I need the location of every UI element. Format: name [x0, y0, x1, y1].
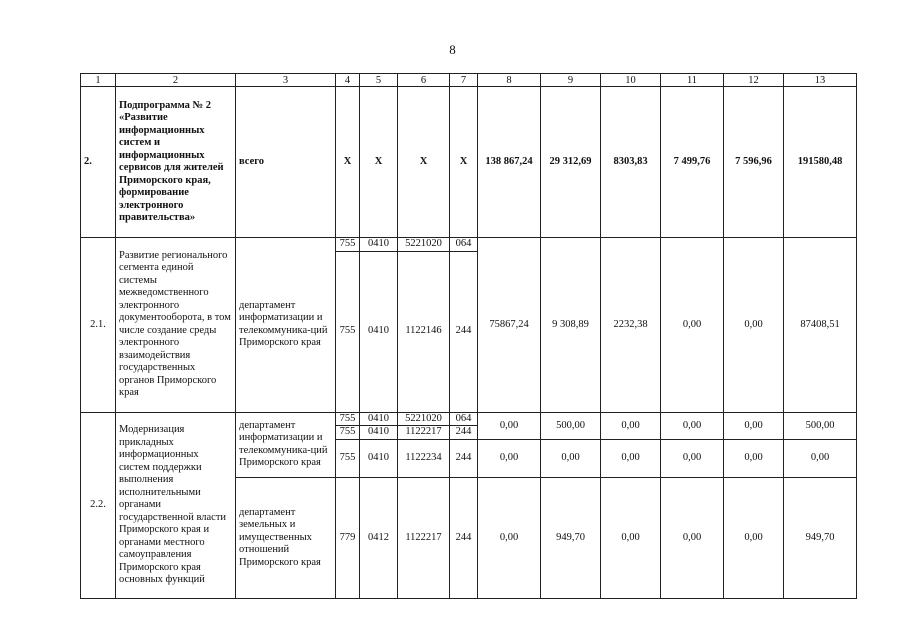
code-cell: 755: [336, 426, 360, 440]
value-cell: 0,00: [661, 238, 724, 413]
value-cell: 75867,24: [478, 238, 541, 413]
value-cell: 0,00: [661, 412, 724, 439]
value-cell: 191580,48: [784, 87, 857, 238]
code-cell: Х: [360, 87, 398, 238]
budget-table: [80, 73, 857, 599]
code-cell: 5221020: [398, 238, 450, 252]
header-cell: 13: [784, 74, 857, 87]
code-cell: 0410: [360, 251, 398, 412]
code-cell: 244: [450, 426, 478, 440]
table-row: [81, 412, 857, 426]
value-cell: 2232,38: [601, 238, 661, 413]
row-title: Развитие регионального сегмента единой системы межведомственного электронного документооборота, в том числе создание среды электронного взаимодействия государственных органов Приморского края: [116, 238, 236, 413]
table-row: [81, 87, 857, 238]
code-cell: 755: [336, 251, 360, 412]
executor: департамент информатизации и телекоммуника-ций Приморского края: [236, 238, 336, 413]
value-cell: 0,00: [601, 478, 661, 599]
code-cell: 5221020: [398, 412, 450, 426]
value-cell: 138 867,24: [478, 87, 541, 238]
header-cell: 3: [236, 74, 336, 87]
header-row: [81, 74, 857, 87]
code-cell: Х: [450, 87, 478, 238]
code-cell: 0410: [360, 439, 398, 477]
value-cell: 7 596,96: [724, 87, 784, 238]
value-cell: 0,00: [601, 412, 661, 439]
code-cell: 064: [450, 412, 478, 426]
code-cell: 244: [450, 478, 478, 599]
value-cell: 9 308,89: [541, 238, 601, 413]
value-cell: 0,00: [724, 238, 784, 413]
value-cell: 0,00: [478, 478, 541, 599]
code-cell: 1122146: [398, 251, 450, 412]
executor: департамент информатизации и телекоммуника-ций Приморского края: [236, 412, 336, 477]
code-cell: 064: [450, 238, 478, 252]
row-number: 2.2.: [81, 412, 116, 598]
value-cell: 0,00: [724, 478, 784, 599]
header-cell: 7: [450, 74, 478, 87]
code-cell: 0410: [360, 412, 398, 426]
header-cell: 6: [398, 74, 450, 87]
table-row: [81, 238, 857, 252]
value-cell: 0,00: [784, 439, 857, 477]
value-cell: 500,00: [541, 412, 601, 439]
header-cell: 12: [724, 74, 784, 87]
executor: всего: [236, 87, 336, 238]
value-cell: 500,00: [784, 412, 857, 439]
page-number: 8: [449, 42, 456, 57]
row-title: Подпрограмма № 2 «Развитие информационных систем и информационных сервисов для жителей Приморского края, формирование электронного правительства»: [116, 87, 236, 238]
code-cell: Х: [336, 87, 360, 238]
code-cell: 1122234: [398, 439, 450, 477]
value-cell: 949,70: [541, 478, 601, 599]
value-cell: 0,00: [724, 412, 784, 439]
row-title: Модернизация прикладных информационных систем поддержки выполнения исполнительными органами государственной власти Приморского края и органами местного самоуправления Приморского края основных функций: [116, 412, 236, 598]
value-cell: 0,00: [478, 412, 541, 439]
header-cell: 4: [336, 74, 360, 87]
code-cell: 0412: [360, 478, 398, 599]
value-cell: 0,00: [478, 439, 541, 477]
code-cell: 244: [450, 439, 478, 477]
code-cell: 0410: [360, 238, 398, 252]
code-cell: 1122217: [398, 426, 450, 440]
code-cell: 755: [336, 439, 360, 477]
code-cell: 0410: [360, 426, 398, 440]
header-cell: 8: [478, 74, 541, 87]
value-cell: 0,00: [541, 439, 601, 477]
value-cell: 8303,83: [601, 87, 661, 238]
header-cell: 5: [360, 74, 398, 87]
value-cell: 0,00: [724, 439, 784, 477]
value-cell: 29 312,69: [541, 87, 601, 238]
code-cell: 779: [336, 478, 360, 599]
value-cell: 949,70: [784, 478, 857, 599]
row-number: 2.: [81, 87, 116, 238]
code-cell: 244: [450, 251, 478, 412]
value-cell: 7 499,76: [661, 87, 724, 238]
header-cell: 11: [661, 74, 724, 87]
header-cell: 1: [81, 74, 116, 87]
header-cell: 9: [541, 74, 601, 87]
value-cell: 0,00: [661, 478, 724, 599]
value-cell: 0,00: [601, 439, 661, 477]
value-cell: 87408,51: [784, 238, 857, 413]
code-cell: Х: [398, 87, 450, 238]
row-number: 2.1.: [81, 238, 116, 413]
header-cell: 10: [601, 74, 661, 87]
header-cell: 2: [116, 74, 236, 87]
executor: департамент земельных и имущественных отношений Приморского края: [236, 478, 336, 599]
code-cell: 1122217: [398, 478, 450, 599]
code-cell: 755: [336, 238, 360, 252]
code-cell: 755: [336, 412, 360, 426]
value-cell: 0,00: [661, 439, 724, 477]
